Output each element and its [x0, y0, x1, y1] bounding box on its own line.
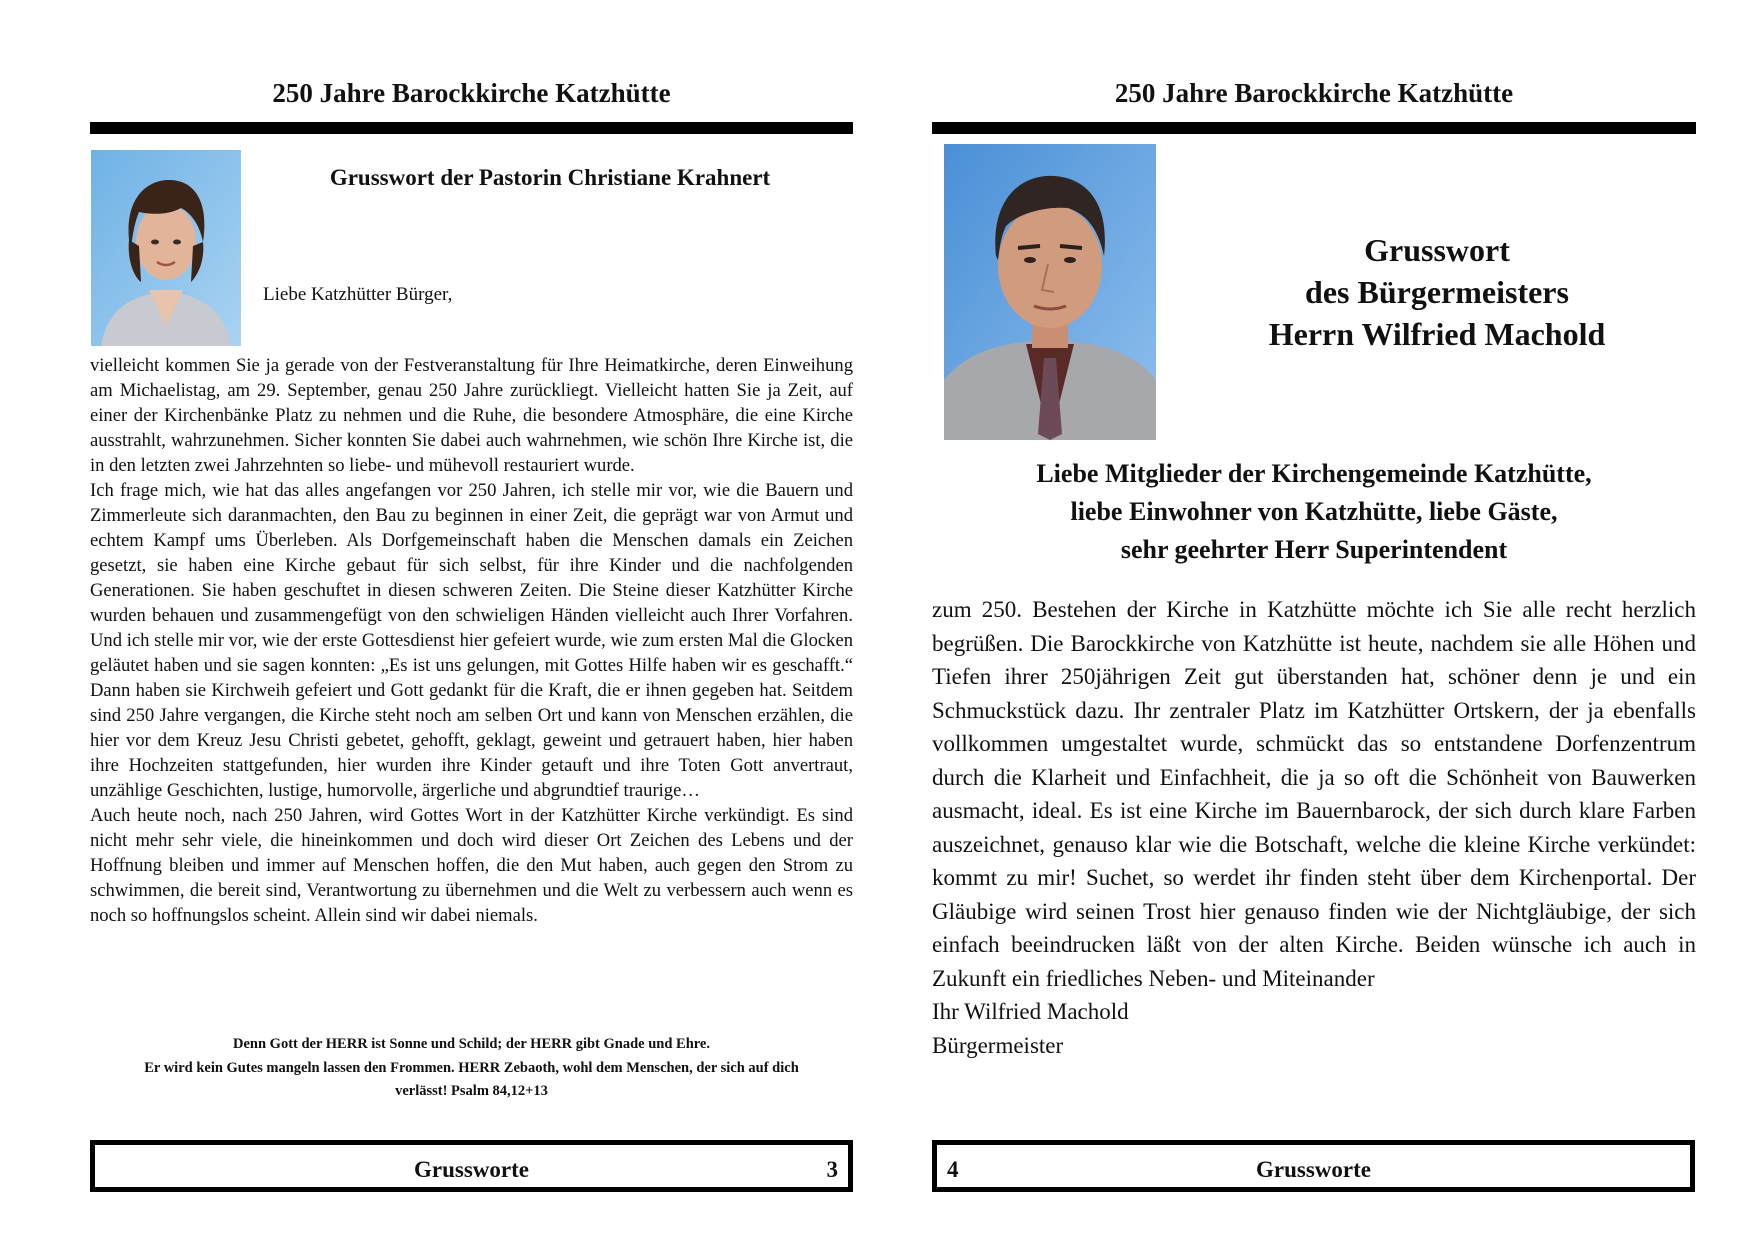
psalm-line: verlässt! Psalm 84,12+13	[395, 1083, 548, 1099]
right-header-rule	[932, 122, 1696, 134]
left-header-title: 250 Jahre Barockkirche Katzhütte	[272, 78, 671, 108]
psalm-line: Denn Gott der HERR ist Sonne und Schild; der HERR gibt Gnade und Ehre.	[233, 1036, 710, 1052]
letter-paragraph: Auch heute noch, nach 250 Jahren, wird Gottes Wort in der Katzhütter Kirche verkündigt. Es sind nicht mehr sehr viele, die hineinkommen und doch wird dieser Ort Zeichen des Lebens und der Hoffnung bleiben und immer auf Menschen hoffen, die den Mut haben, auch gegen den Strom zu schwimmen, die bereit sind, Verantwortung zu übernehmen und die Welt zu verbessern auch wenn es noch so hoffnungslos scheint. Allein sind wir dabei niemals.	[90, 805, 853, 926]
signature-name: Ihr Wilfried Machold	[932, 999, 1129, 1024]
mayor-photo	[944, 144, 1156, 440]
pastor-salutation: Liebe Katzhütter Bürger,	[263, 284, 453, 305]
letter-paragraph: zum 250. Bestehen der Kirche in Katzhütte möchte ich Sie alle recht herzlich begrüßen. Die Barockkirche von Katzhütte ist heute, nachdem sie alle Höhen und Tiefen ihrer 250jährigen Zeit gut überstanden hat, schöner denn je und ein Schmuckstück dazu. Ihr zentraler Platz im Katzhütter Ortskern, der ja ebenfalls vollkommen umgestaltet wurde, schmückt das so entstandene Dorfenzentrum durch die Klarheit und Einfachheit, die ja so oft die Schönheit von Bauwerken ausmacht, ideal. Es ist eine Kirche im Bauernbarock, der sich durch klare Farben auszeichnet, genauso klar wie die Botschaft, welche die kleine Kirche verkündet: kommt zu mir! Suchet, so werdet ihr finden steht über dem Kirchenportal. Der Gläubige wird seinen Trost hier genauso finden wie der Nichtgläubige, der sich einfach beeindrucken läßt von der alten Kirche. Beiden wünsche ich auch in Zukunft ein friedliches Neben- und Miteinander	[932, 597, 1696, 991]
left-page	[90, 0, 853, 1240]
psalm-line: Er wird kein Gutes mangeln lassen den Frommen. HERR Zebaoth, wohl dem Menschen, der sich auf dich	[144, 1059, 799, 1076]
pastor-photo	[91, 150, 241, 346]
salutation-line: Liebe Mitglieder der Kirchengemeinde Katzhütte,	[1036, 459, 1592, 488]
mayor-salutation	[932, 455, 1696, 569]
heading-line: Herrn Wilfried Machold	[1268, 316, 1606, 352]
footer-label: Grussworte	[414, 1157, 529, 1182]
page-number: 3	[826, 1157, 838, 1182]
pastor-letter-body	[90, 353, 853, 928]
mayor-greeting-heading	[1172, 229, 1702, 355]
mayor-letter-body	[932, 593, 1696, 1062]
signature-title: Bürgermeister	[932, 1032, 1064, 1058]
letter-paragraph: vielleicht kommen Sie ja gerade von der Festveranstaltung für Ihre Heimatkirche, deren Einweihung am Michaelistag, am 29. September, genau 250 Jahre zurückliegt. Vielleicht hatten Sie ja Zeit, auf einer der Kirchenbänke Platz zu nehmen und die Ruhe, die besondere Atmosphäre, die eine Kirche ausstrahlt, wahrzunehmen. Sicher konnten Sie dabei auch wahrnehmen, wie schön Ihre Kirche ist, die in den letzten zwei Jahrzehnten so liebe- und mühevoll restauriert wurde.	[90, 355, 853, 476]
footer-label: Grussworte	[1256, 1157, 1371, 1182]
right-footer	[932, 1140, 1695, 1192]
pastor-greeting-heading: Grusswort der Pastorin Christiane Krahnert	[329, 165, 771, 190]
page-number: 4	[947, 1157, 959, 1182]
left-header-rule	[90, 122, 853, 134]
salutation-line: sehr geehrter Herr Superintendent	[1120, 535, 1508, 564]
heading-line: Grusswort	[1364, 232, 1510, 268]
right-page	[932, 0, 1696, 1240]
right-header-title: 250 Jahre Barockkirche Katzhütte	[1114, 78, 1514, 108]
left-footer	[90, 1140, 853, 1192]
salutation-line: liebe Einwohner von Katzhütte, liebe Gäste,	[1070, 497, 1558, 526]
heading-line: des Bürgermeisters	[1305, 274, 1569, 310]
psalm-quote	[90, 1033, 853, 1104]
letter-paragraph: Ich frage mich, wie hat das alles angefangen vor 250 Jahren, ich stelle mir vor, wie die Bauern und Zimmerleute sich daranmachten, den Bau zu beginnen in einer Zeit, die geprägt war von Armut und echtem Kampf ums Überleben. Als Dorfgemeinschaft haben die Menschen damals ein Zeichen gesetzt, sie haben eine Kirche gebaut für sich selbst, für ihre Kinder und die nachfolgenden Generationen. Sie haben geschuftet in diesen schweren Zeiten. Die Steine dieser Katzhütter Kirche wurden behauen und zusammengefügt von den schwieligen Händen vielleicht auch Ihrer Vorfahren. Und ich stelle mir vor, wie der erste Gottesdienst hier gefeiert wurde, wie zum ersten Mal die Glocken geläutet haben und sie sagen konnten: „Es ist uns gelungen, mit Gottes Hilfe haben wir es geschafft.“ Dann haben sie Kirchweih gefeiert und Gott gedankt für die Kraft, die er ihnen gegeben hat. Seitdem sind 250 Jahre vergangen, die Kirche steht noch am selben Ort und kann von Menschen erzählen, die hier vor dem Kreuz Jesu Christi gebetet, gehofft, geklagt, geweint und getrauert haben, hier haben ihre Hochzeiten stattgefunden, hier wurden ihre Kinder getauft und ihre Toten Gott anvertraut, unzählige Geschichten, lustige, humorvolle, ärgerliche und abgrundtief traurige…	[90, 480, 853, 801]
